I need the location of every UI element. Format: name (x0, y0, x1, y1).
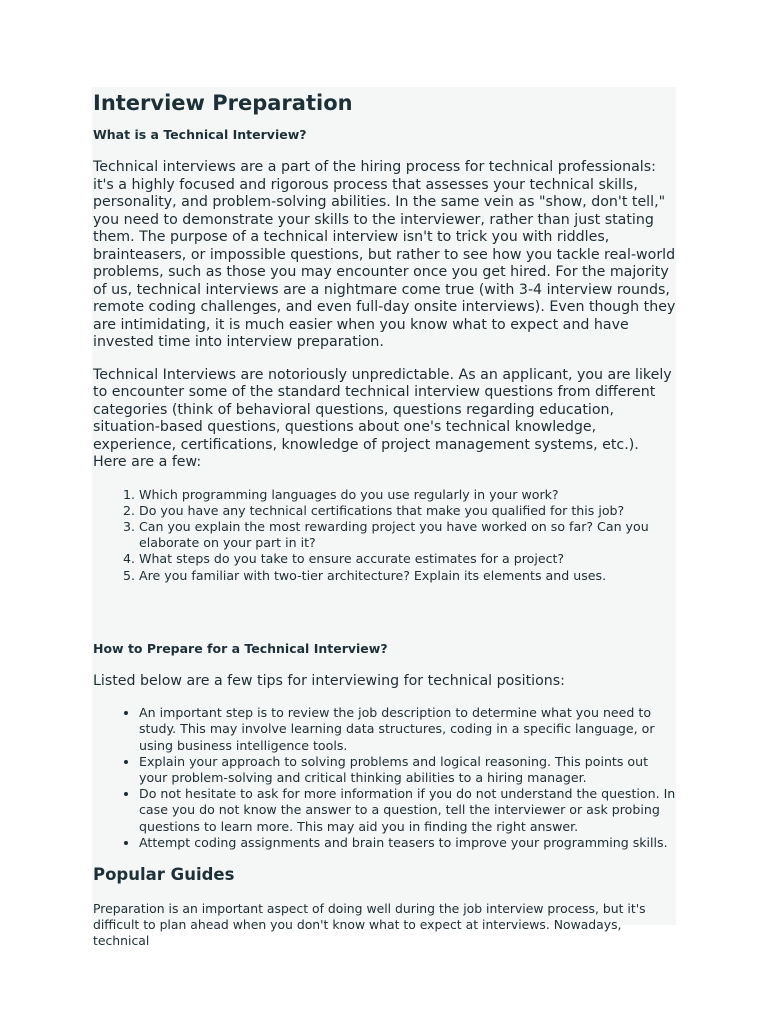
section-heading-popular-guides: Popular Guides (93, 865, 235, 885)
list-item: • Explain your approach to solving problems and logical reasoning. This points out your problem-solving and critical thinking abilities to a hiring manager. (139, 754, 676, 786)
list-item: 5. Are you familiar with two-tier architecture? Explain its elements and uses. (139, 568, 676, 584)
spacer (93, 584, 676, 632)
list-item: 3. Can you explain the most rewarding project you have worked on so far? Can you elaborate on your part in it? (139, 519, 676, 551)
document-page (92, 87, 676, 949)
list-item: • Attempt coding assignments and brain teasers to improve your programming skills. (139, 835, 676, 851)
paragraph-unpredictable: Technical Interviews are notoriously unpredictable. As an applicant, you are likely to encounter some of the standard technical interview questions from different categories (think of behavioral questions, questions regarding education, situation-based questions, questions about one's technical knowledge, experience, certifications, knowledge of project management systems, etc.). Here are a few: (93, 366, 672, 470)
paragraph-preparation: Preparation is an important aspect of doing well during the job interview process, but it's difficult to plan ahead when you don't know what to expect at interviews. Nowadays, technical (93, 901, 646, 949)
questions-list (93, 487, 676, 584)
section-heading-technical-interview: What is a Technical Interview? (93, 127, 307, 142)
list-item: 1. Which programming languages do you use regularly in your work? (139, 487, 676, 503)
tips-list (93, 705, 676, 851)
list-item: 2. Do you have any technical certifications that make you qualified for this job? (139, 503, 676, 519)
section-heading-how-to-prepare: How to Prepare for a Technical Interview? (93, 640, 388, 656)
article-content (92, 88, 676, 949)
page-title: Interview Preparation (93, 91, 353, 115)
list-item: • An important step is to review the job description to determine what you need to study. This may involve learning data structures, coding in a specific language, or using business intelligence tools. (139, 705, 676, 754)
paragraph-intro: Technical interviews are a part of the hiring process for technical professionals: it's a highly focused and rigorous process that assesses your technical skills, personality, and problem-solving abilities. In the same vein as "show, don't tell," you need to demonstrate your skills to the interviewer, rather than just stating them. The purpose of a technical interview isn't to trick you with riddles, brainteasers, or impossible questions, but rather to see how you tackle real-world problems, such as those you may encounter once you get hired. For the majority of us, technical interviews are a nightmare come true (with 3-4 interview rounds, remote coding challenges, and even full-day onsite interviews). Even though they are intimidating, it is much easier when you know what to expect and have invested time into interview preparation. (93, 159, 676, 350)
list-item: 4. What steps do you take to ensure accurate estimates for a project? (139, 551, 676, 567)
list-item: • Do not hesitate to ask for more information if you do not understand the question. In case you do not know the answer to a question, tell the interviewer or ask probing questions to learn more. This may aid you in finding the right answer. (139, 786, 676, 835)
paragraph-tips-intro: Listed below are a few tips for interviewing for technical positions: (93, 672, 565, 689)
